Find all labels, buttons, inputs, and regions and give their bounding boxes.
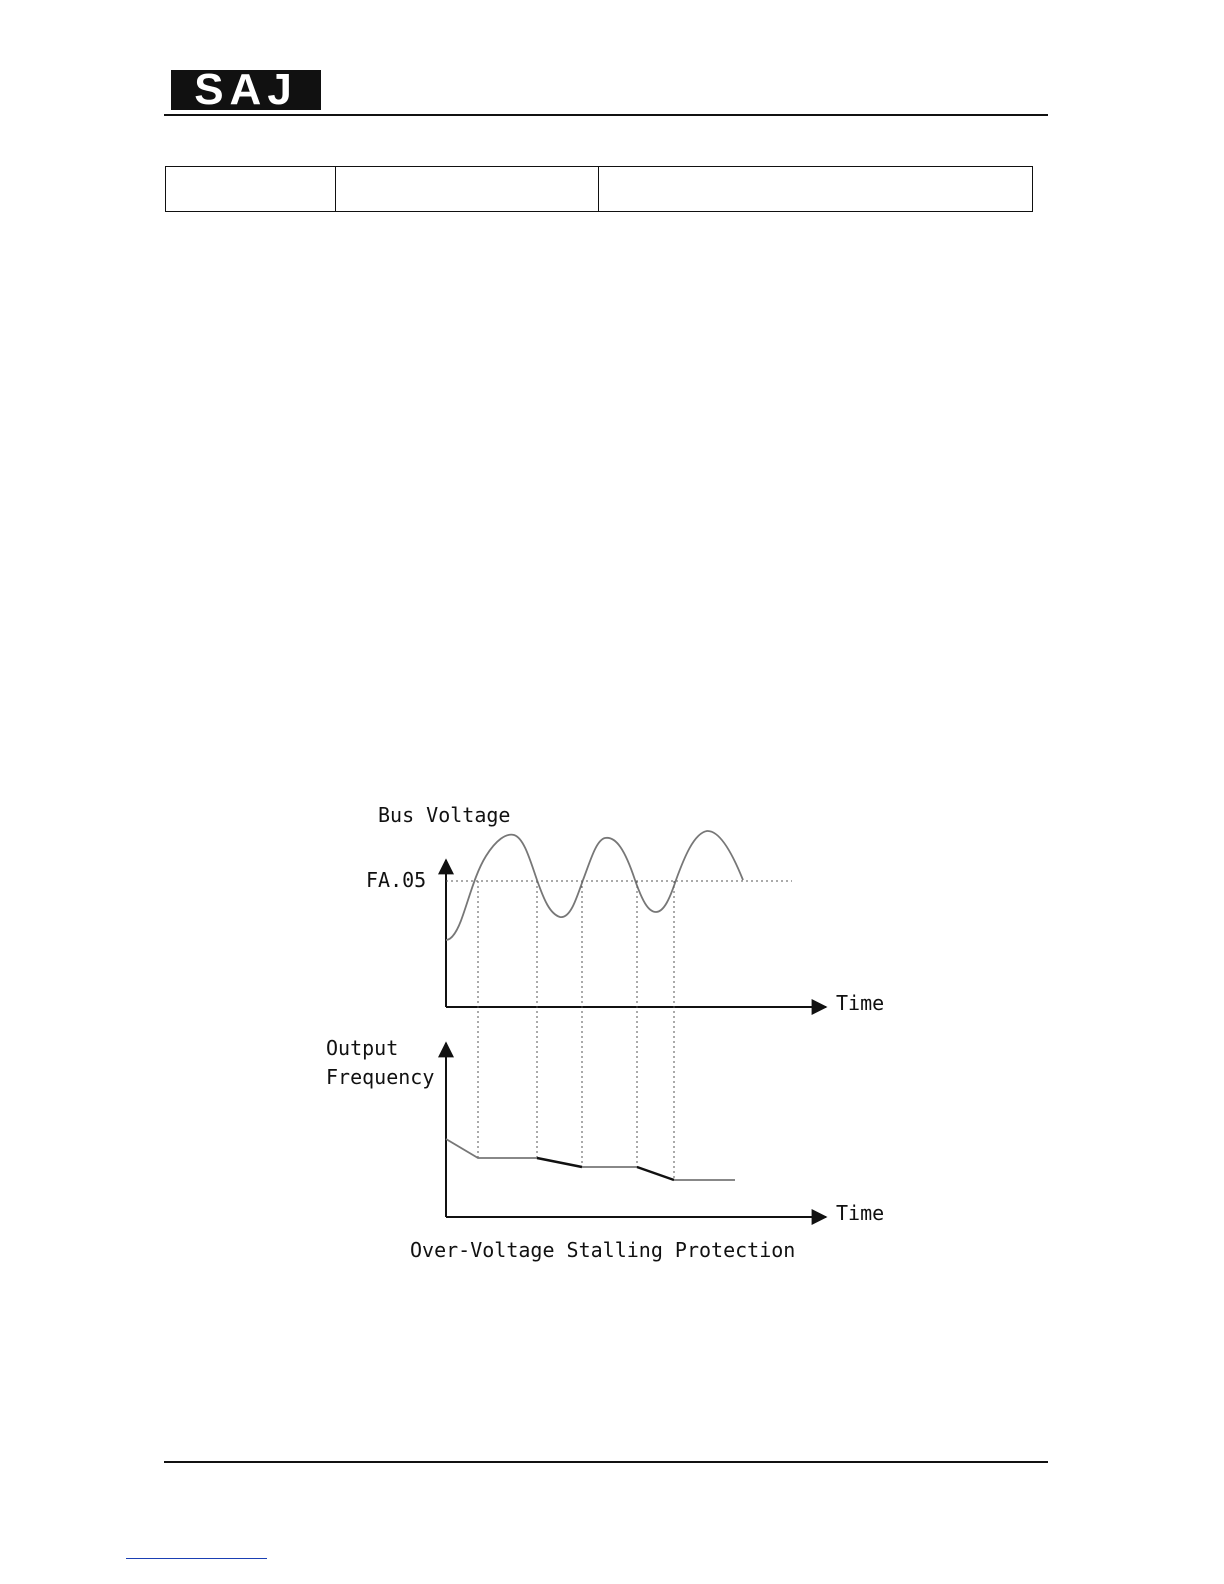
output-label: Output — [326, 1036, 399, 1060]
crossing-guides — [478, 881, 674, 1180]
fa05-label: FA.05 — [366, 868, 427, 892]
footer-link-underline — [126, 1558, 267, 1559]
top-time-label: Time — [836, 991, 885, 1015]
bottom-time-label: Time — [836, 1201, 885, 1225]
frequency-label: Frequency — [326, 1065, 435, 1089]
company-logo: SAJ — [171, 70, 321, 110]
frequency-decel-segment — [637, 1167, 674, 1180]
diagram-caption: Over-Voltage Stalling Protection — [410, 1238, 796, 1262]
bus-voltage-label: Bus Voltage — [378, 803, 511, 827]
frequency-decel-segment — [537, 1158, 582, 1167]
footer-rule — [164, 1461, 1048, 1463]
output-frequency-curve — [446, 1139, 735, 1180]
bus-voltage-curve — [446, 831, 743, 940]
frequency-segment — [446, 1139, 537, 1158]
